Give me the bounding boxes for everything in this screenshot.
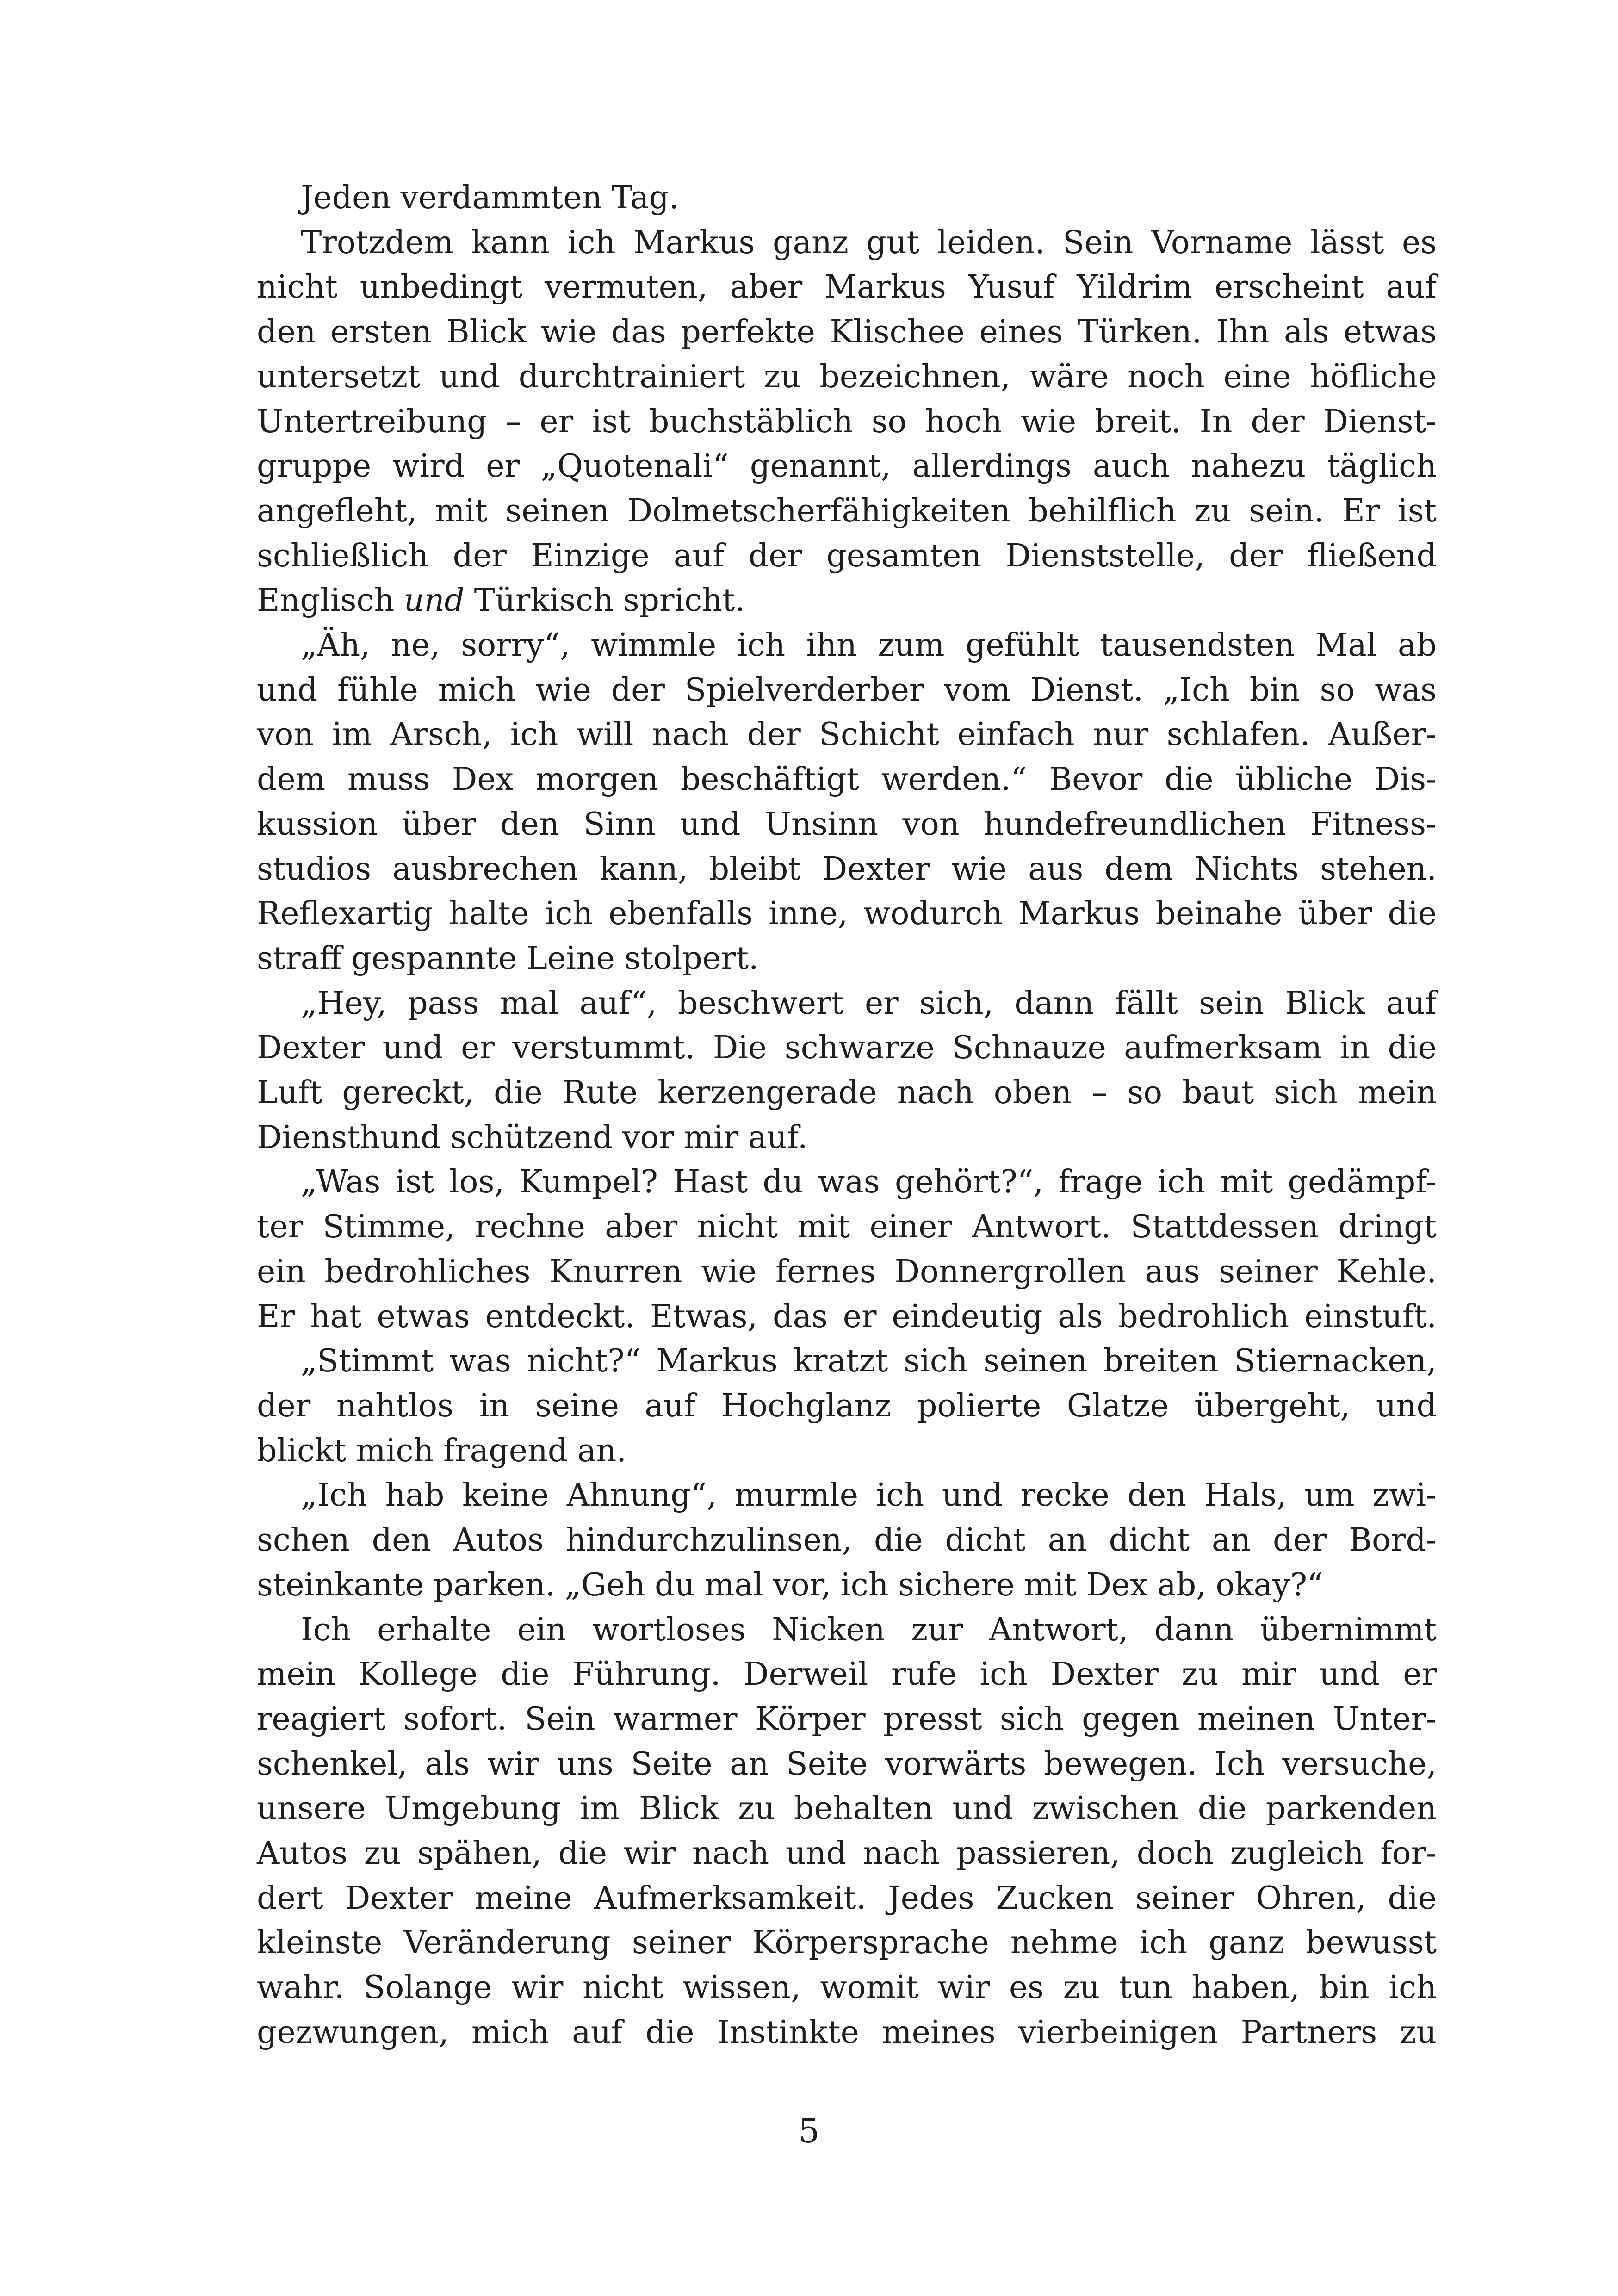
text-line: schenkel, als wir uns Seite an Seite vorwärts bewegen. Ich versuche, — [257, 1745, 1437, 1782]
text-line: gruppe wird er „Quotenali“ genannt, allerdings auch nahezu täglich — [257, 448, 1437, 485]
text-line: Englisch und Türkisch spricht. — [257, 582, 745, 619]
text-line: unsere Umgebung im Blick zu behalten und zwischen die parkenden — [257, 1790, 1437, 1827]
text-line: Untertreibung – er ist buchstäblich so hoch wie breit. In der Dienst- — [257, 403, 1437, 440]
text-line: der nahtlos in seine auf Hochglanz polierte Glatze übergeht, und — [257, 1387, 1437, 1424]
text-line: dert Dexter meine Aufmerksamkeit. Jedes Zucken seiner Ohren, die — [257, 1880, 1437, 1917]
text-line: reagiert sofort. Sein warmer Körper presst sich gegen meinen Unter- — [257, 1700, 1437, 1738]
text-line: steinkante parken. „Geh du mal vor, ich sichere mit Dex ab, okay?“ — [257, 1566, 1323, 1603]
text-line: dem muss Dex morgen beschäftigt werden.“ Bevor die übliche Dis- — [257, 761, 1437, 798]
text-line: kleinste Veränderung seiner Körpersprache nehme ich ganz bewusst — [257, 1924, 1437, 1961]
text-line: Jeden verdammten Tag. — [301, 180, 679, 216]
text-line: Luft gereckt, die Rute kerzengerade nach oben – so baut sich mein — [257, 1074, 1437, 1111]
text-line: ein bedrohliches Knurren wie fernes Donnergrollen aus seiner Kehle. — [257, 1253, 1437, 1290]
page-number: 5 — [798, 2111, 820, 2150]
text-line: und fühle mich wie der Spielverderber vom Dienst. „Ich bin so was — [257, 671, 1437, 708]
text-line: „Was ist los, Kumpel? Hast du was gehört?“, frage ich mit gedämpf- — [301, 1164, 1437, 1201]
text-line: von im Arsch, ich will nach der Schicht einfach nur schlafen. Außer- — [257, 716, 1437, 753]
text-line: ter Stimme, rechne aber nicht mit einer Antwort. Stattdessen dringt — [257, 1209, 1437, 1246]
text-line: „Stimmt was nicht?“ Markus kratzt sich seinen breiten Stiernacken, — [301, 1343, 1437, 1380]
text-line: schließlich der Einzige auf der gesamten Dienststelle, der fließend — [257, 537, 1437, 574]
text-line: studios ausbrechen kann, bleibt Dexter wie aus dem Nichts stehen. — [257, 850, 1437, 887]
text-line: wahr. Solange wir nicht wissen, womit wir es zu tun haben, bin ich — [257, 1969, 1437, 2006]
text-line: blickt mich fragend an. — [257, 1432, 626, 1469]
text-line: schen den Autos hindurchzulinsen, die dicht an dicht an der Bord- — [257, 1522, 1437, 1559]
text-line: den ersten Blick wie das perfekte Klischee eines Türken. Ihn als etwas — [257, 314, 1437, 351]
text-line: gezwungen, mich auf die Instinkte meines vierbeinigen Partners zu — [257, 2014, 1437, 2051]
text-line: untersetzt und durchtrainiert zu bezeichnen, wäre noch eine höfliche — [257, 358, 1437, 395]
text-line: Autos zu spähen, die wir nach und nach passieren, doch zugleich for- — [257, 1835, 1437, 1872]
text-line: Er hat etwas entdeckt. Etwas, das er eindeutig als bedrohlich einstuft. — [257, 1298, 1437, 1335]
book-page-body — [257, 176, 1437, 2055]
text-line: kussion über den Sinn und Unsinn von hundefreundlichen Fitness- — [257, 806, 1437, 843]
emphasis: und — [403, 582, 465, 619]
text-line: „Äh, ne, sorry“, wimmle ich ihn zum gefühlt tausendsten Mal ab — [301, 627, 1437, 664]
text-line: angefleht, mit seinen Dolmetscherfähigkeiten behilflich zu sein. Er ist — [257, 492, 1437, 529]
text-line: Ich erhalte ein wortloses Nicken zur Antwort, dann übernimmt — [301, 1611, 1437, 1648]
text-line: Trotzdem kann ich Markus ganz gut leiden. Sein Vorname lässt es — [301, 224, 1437, 261]
text-line: Diensthund schützend vor mir auf. — [257, 1119, 808, 1156]
text-line: Reflexartig halte ich ebenfalls inne, wodurch Markus beinahe über die — [257, 895, 1437, 932]
text-line: „Hey, pass mal auf“, beschwert er sich, dann fällt sein Blick auf — [301, 985, 1437, 1022]
text-line: straff gespannte Leine stolpert. — [257, 940, 759, 977]
text-line: „Ich hab keine Ahnung“, murmle ich und recke den Hals, um zwi- — [301, 1477, 1437, 1514]
text-line: mein Kollege die Führung. Derweil rufe ich Dexter zu mir und er — [257, 1656, 1437, 1693]
text-line: Dexter und er verstummt. Die schwarze Schnauze aufmerksam in die — [257, 1030, 1437, 1067]
text-line: nicht unbedingt vermuten, aber Markus Yusuf Yildrim erscheint auf — [257, 269, 1437, 306]
